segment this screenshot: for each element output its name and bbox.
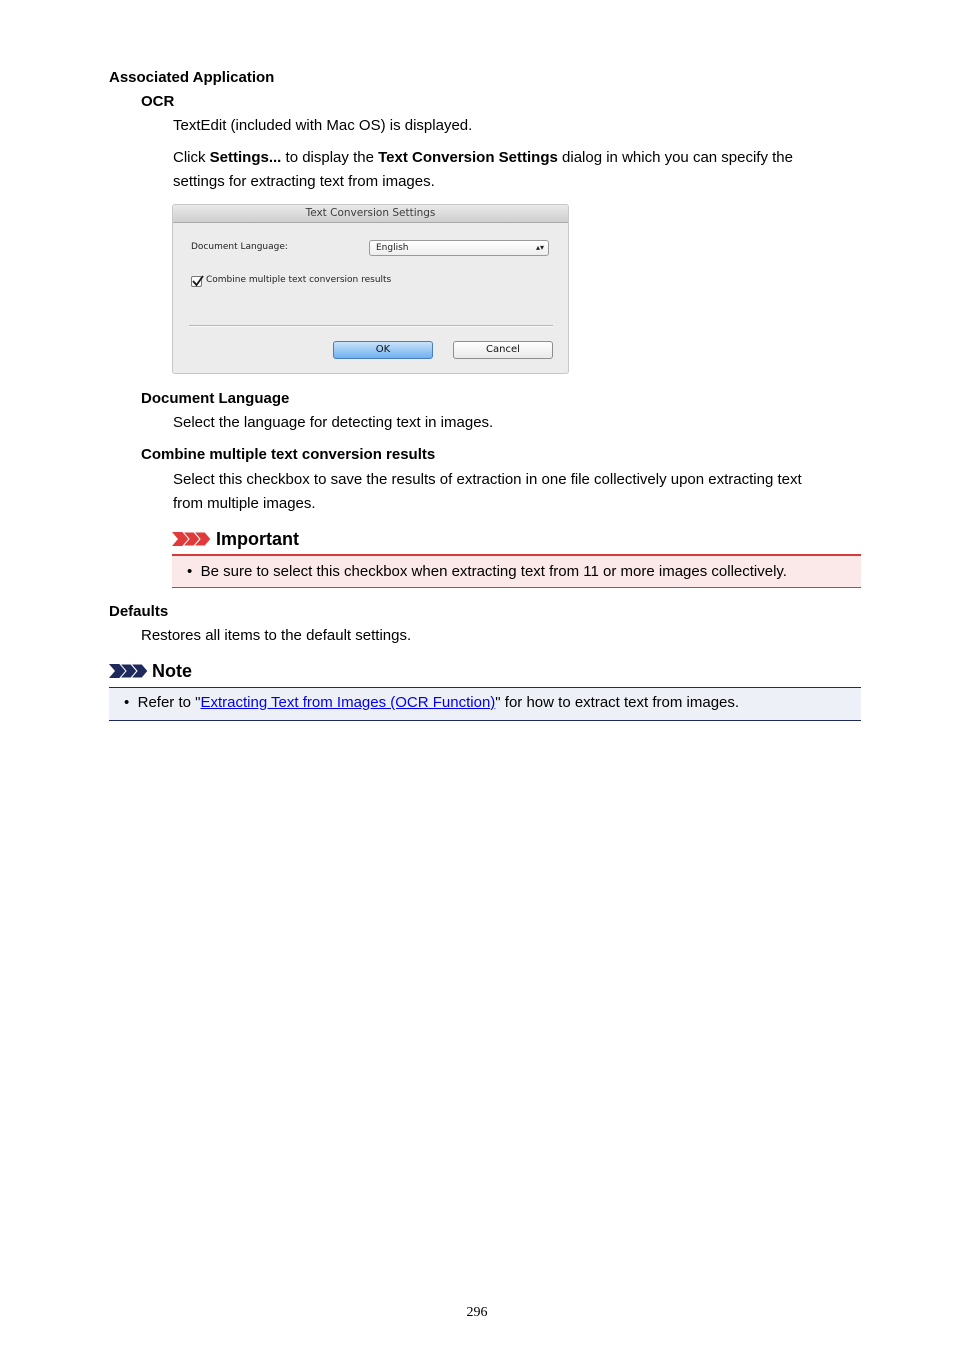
combine-checkbox[interactable] [191,276,202,287]
cancel-button[interactable]: Cancel [453,341,553,359]
important-title: Important [216,529,299,549]
red-chevrons-icon [172,530,212,548]
document-language-label: Document Language: [191,242,288,252]
note-suffix: " for how to extract text from images. [495,694,740,711]
bullet: • [124,694,130,711]
document-language-description: Select the language for detecting text in images. [173,414,494,431]
ocr-description: TextEdit (included with Mac OS) is displayed. [173,117,473,134]
dialog-separator [189,325,553,327]
language-value: English [376,243,409,253]
associated-application-heading: Associated Application [109,69,275,86]
settings-instruction-line2: settings for extracting text from images. [173,173,435,190]
document-language-select[interactable] [369,240,549,256]
dialog-title: Text Conversion Settings [173,205,568,223]
ocr-function-link[interactable]: Extracting Text from Images (OCR Function) [200,694,496,711]
combine-heading: Combine multiple text conversion results [141,446,436,463]
navy-chevrons-icon [109,662,149,680]
up-down-arrows-icon: ▴▾ [535,243,544,252]
important-text: Be sure to select this checkbox when extracting text from 11 or more images collectively. [200,563,787,580]
combine-description-line2: from multiple images. [173,495,316,512]
note-item [124,694,739,712]
note-title: Note [152,661,192,681]
document-language-heading: Document Language [141,390,290,407]
ok-button[interactable]: OK [333,341,433,359]
combine-description-line1: Select this checkbox to save the results of extraction in one file collectively upon extracting text [173,471,802,488]
page-number: 296 [466,1305,488,1320]
defaults-description: Restores all items to the default settings. [141,627,412,644]
settings-button-ref: Settings... [209,149,282,166]
note-box [109,687,861,721]
dialog-name-ref: Text Conversion Settings [378,149,558,166]
important-item [187,563,787,581]
text-segment: dialog in which you can specify the [557,149,793,166]
text-segment: Click [173,149,210,166]
settings-instruction-line1 [173,149,793,167]
important-box [172,554,861,588]
text-conversion-settings-dialog [172,204,569,374]
combine-checkbox-label: Combine multiple text conversion results [206,275,392,285]
ocr-heading: OCR [141,93,175,110]
note-prefix: Refer to " [137,694,201,711]
text-segment: to display the [281,149,379,166]
bullet: • [187,563,193,580]
checkmark-icon [191,274,205,288]
defaults-heading: Defaults [109,603,169,620]
